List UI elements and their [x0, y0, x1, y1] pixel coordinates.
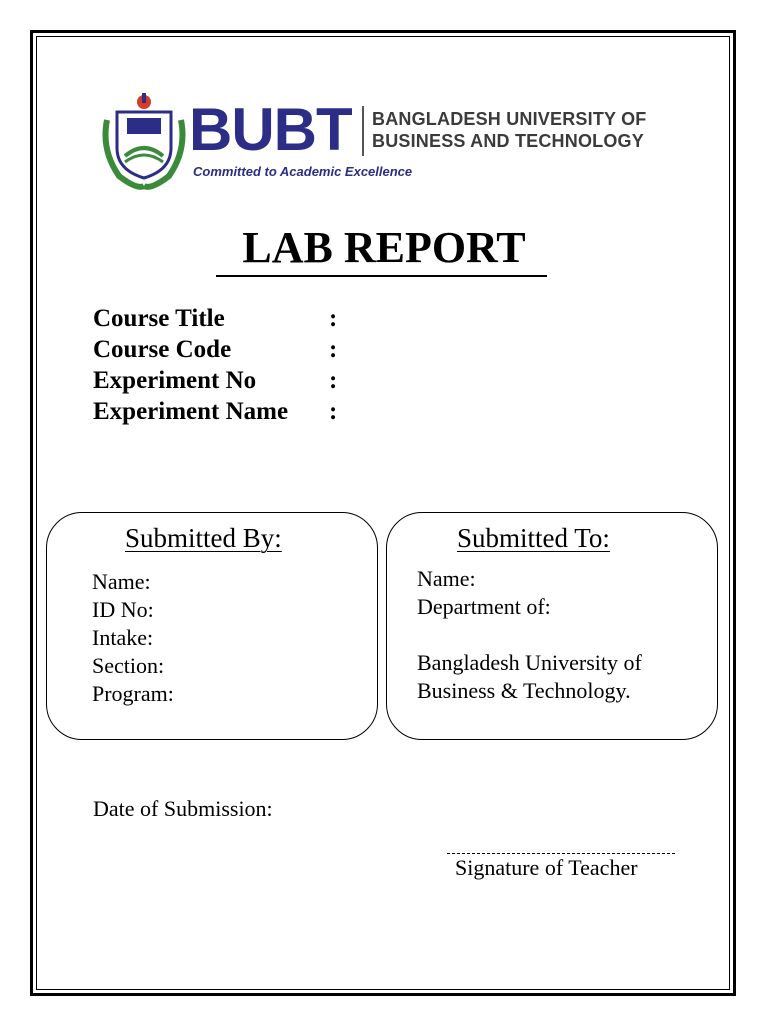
- title-underline: [216, 275, 547, 277]
- university-name-line2: BUSINESS AND TECHNOLOGY: [372, 131, 644, 151]
- submitted-by-fields: [92, 568, 174, 708]
- department-label: Department of:: [417, 594, 551, 619]
- university-logo: [97, 90, 677, 190]
- signature-line: [447, 853, 675, 854]
- submitted-to-box: [386, 512, 718, 740]
- submitted-by-heading: Submitted By:: [125, 523, 282, 553]
- student-name-label: Name:: [92, 569, 151, 594]
- course-code-colon: :: [329, 336, 338, 363]
- university-emblem-icon: [97, 90, 191, 190]
- logo-divider: [362, 106, 364, 156]
- submitted-by-box: [46, 512, 378, 740]
- logo-tagline: Committed to Academic Excellence: [193, 164, 413, 179]
- page-title: LAB REPORT: [242, 223, 526, 272]
- experiment-name-colon: :: [329, 398, 338, 425]
- university-name-line1: BANGLADESH UNIVERSITY OF: [372, 109, 647, 129]
- experiment-no-colon: :: [329, 367, 338, 394]
- institution-line2: Business & Technology.: [417, 678, 631, 703]
- course-code-label: Course Code: [93, 336, 232, 363]
- teacher-name-label: Name:: [417, 566, 476, 591]
- submitted-to-heading: Submitted To:: [457, 523, 610, 553]
- signature-label: Signature of Teacher: [455, 855, 638, 880]
- student-intake-label: Intake:: [92, 625, 154, 650]
- experiment-name-label: Experiment Name: [93, 398, 289, 425]
- course-title-label: Course Title: [93, 305, 225, 332]
- brand-wordmark: BUBT: [189, 96, 352, 163]
- student-section-label: Section:: [92, 653, 165, 678]
- submitted-to-fields: [417, 565, 642, 705]
- experiment-no-label: Experiment No: [93, 367, 257, 394]
- date-of-submission-label: Date of Submission:: [93, 796, 273, 821]
- student-id-label: ID No:: [92, 597, 154, 622]
- course-title-colon: :: [329, 305, 338, 332]
- institution-line1: Bangladesh University of: [417, 650, 642, 675]
- university-name: [372, 108, 647, 152]
- spacer: [417, 621, 642, 649]
- student-program-label: Program:: [92, 681, 174, 706]
